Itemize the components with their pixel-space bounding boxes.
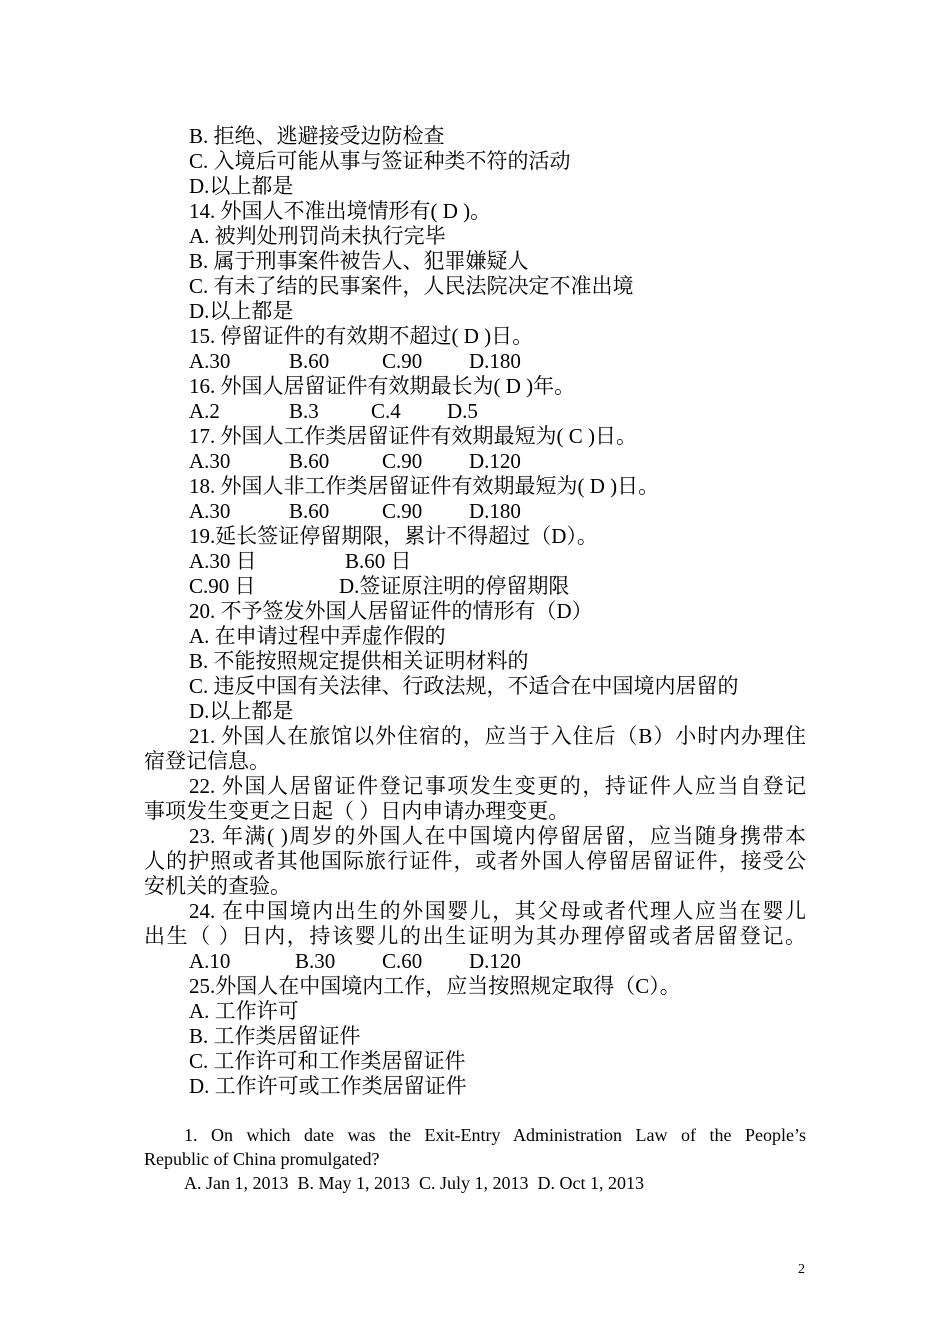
question-17: 17. 外国人工作类居留证件有效期最短为( C )日。 [189, 424, 637, 448]
question-21-line-1: 21. 外国人在旅馆以外住宿的，应当于入住后（B）小时内办理住 [189, 724, 806, 748]
question-24-line-2: 出生（ ）日内，持该婴儿的出生证明为其办理停留或者居留登记。 [144, 924, 806, 948]
question-16: 16. 外国人居留证件有效期最长为( D )年。 [189, 374, 576, 398]
question-24-option-b: B.30 [295, 949, 336, 973]
question-17-option-d: D.120 [469, 449, 521, 473]
question-17-option-c: C.90 [382, 449, 423, 473]
question-25-option-d: D. 工作许可或工作类居留证件 [189, 1074, 467, 1098]
question-20-option-c: C. 违反中国有关法律、行政法规，不适合在中国境内居留的 [189, 674, 739, 698]
question-20-option-d: D.以上都是 [189, 699, 294, 723]
question-25-option-a: A. 工作许可 [189, 999, 299, 1023]
question-13-option-d: D.以上都是 [189, 174, 294, 198]
question-22-line-1: 22. 外国人居留证件登记事项发生变更的，持证件人应当自登记 [189, 774, 806, 798]
question-25-option-c: C. 工作许可和工作类居留证件 [189, 1049, 466, 1073]
question-18-option-b: B.60 [289, 499, 330, 523]
question-15-option-d: D.180 [469, 349, 521, 373]
question-16-option-a: A.2 [189, 399, 220, 423]
question-14: 14. 外国人不准出境情形有( D )。 [189, 199, 492, 223]
question-18-option-a: A.30 [189, 499, 231, 523]
question-21-line-2: 宿登记信息。 [144, 749, 270, 773]
question-20-option-a: A. 在申请过程中弄虚作假的 [189, 624, 446, 648]
question-19-option-a: A.30 日 [189, 549, 257, 573]
question-19-option-c: C.90 日 [189, 574, 256, 598]
question-16-option-b: B.3 [289, 399, 319, 423]
english-question-1-line-2: Republic of China promulgated? [144, 1149, 380, 1169]
question-13-option-c: C. 入境后可能从事与签证种类不符的活动 [189, 149, 571, 173]
question-24-option-d: D.120 [469, 949, 521, 973]
question-14-option-d: D.以上都是 [189, 299, 294, 323]
question-15-option-c: C.90 [382, 349, 423, 373]
question-19-option-d: D.签证原注明的停留期限 [339, 574, 570, 598]
question-20: 20. 不予签发外国人居留证件的情形有（D） [189, 599, 593, 623]
english-question-1-line-1: 1. On which date was the Exit-Entry Administration Law of the People’s [184, 1125, 806, 1145]
question-18-option-d: D.180 [469, 499, 521, 523]
question-14-option-c: C. 有未了结的民事案件，人民法院决定不准出境 [189, 274, 634, 298]
question-16-option-d: D.5 [447, 399, 478, 423]
question-23-line-2: 人的护照或者其他国际旅行证件，或者外国人停留居留证件，接受公 [144, 849, 806, 873]
question-17-option-b: B.60 [289, 449, 330, 473]
question-13-option-b: B. 拒绝、逃避接受边防检查 [189, 124, 445, 148]
question-14-option-a: A. 被判处刑罚尚未执行完毕 [189, 224, 446, 248]
question-24-line-1: 24. 在中国境内出生的外国婴儿，其父母或者代理人应当在婴儿 [189, 899, 806, 923]
question-16-option-c: C.4 [371, 399, 401, 423]
question-25: 25.外国人在中国境内工作，应当按照规定取得（C）。 [189, 974, 681, 998]
page-number: 2 [798, 1262, 805, 1277]
question-23-line-1: 23. 年满( )周岁的外国人在中国境内停留居留，应当随身携带本 [189, 824, 806, 848]
question-18-option-c: C.90 [382, 499, 423, 523]
question-19: 19.延长签证停留期限，累计不得超过（D）。 [189, 524, 598, 548]
question-15-option-a: A.30 [189, 349, 231, 373]
question-15: 15. 停留证件的有效期不超过( D )日。 [189, 324, 534, 348]
question-18: 18. 外国人非工作类居留证件有效期最短为( D )日。 [189, 474, 660, 498]
question-24-option-a: A.10 [189, 949, 231, 973]
english-question-1-options: A. Jan 1, 2013 B. May 1, 2013 C. July 1, 2013 D. Oct 1, 2013 [184, 1173, 644, 1193]
question-25-option-b: B. 工作类居留证件 [189, 1024, 361, 1048]
question-24-option-c: C.60 [382, 949, 423, 973]
question-22-line-2: 事项发生变更之日起（ ）日内申请办理变更。 [144, 799, 570, 823]
question-15-option-b: B.60 [289, 349, 330, 373]
question-17-option-a: A.30 [189, 449, 231, 473]
question-14-option-b: B. 属于刑事案件被告人、犯罪嫌疑人 [189, 249, 529, 273]
question-19-option-b: B.60 日 [345, 549, 412, 573]
question-20-option-b: B. 不能按照规定提供相关证明材料的 [189, 649, 529, 673]
question-23-line-3: 安机关的查验。 [144, 874, 291, 898]
